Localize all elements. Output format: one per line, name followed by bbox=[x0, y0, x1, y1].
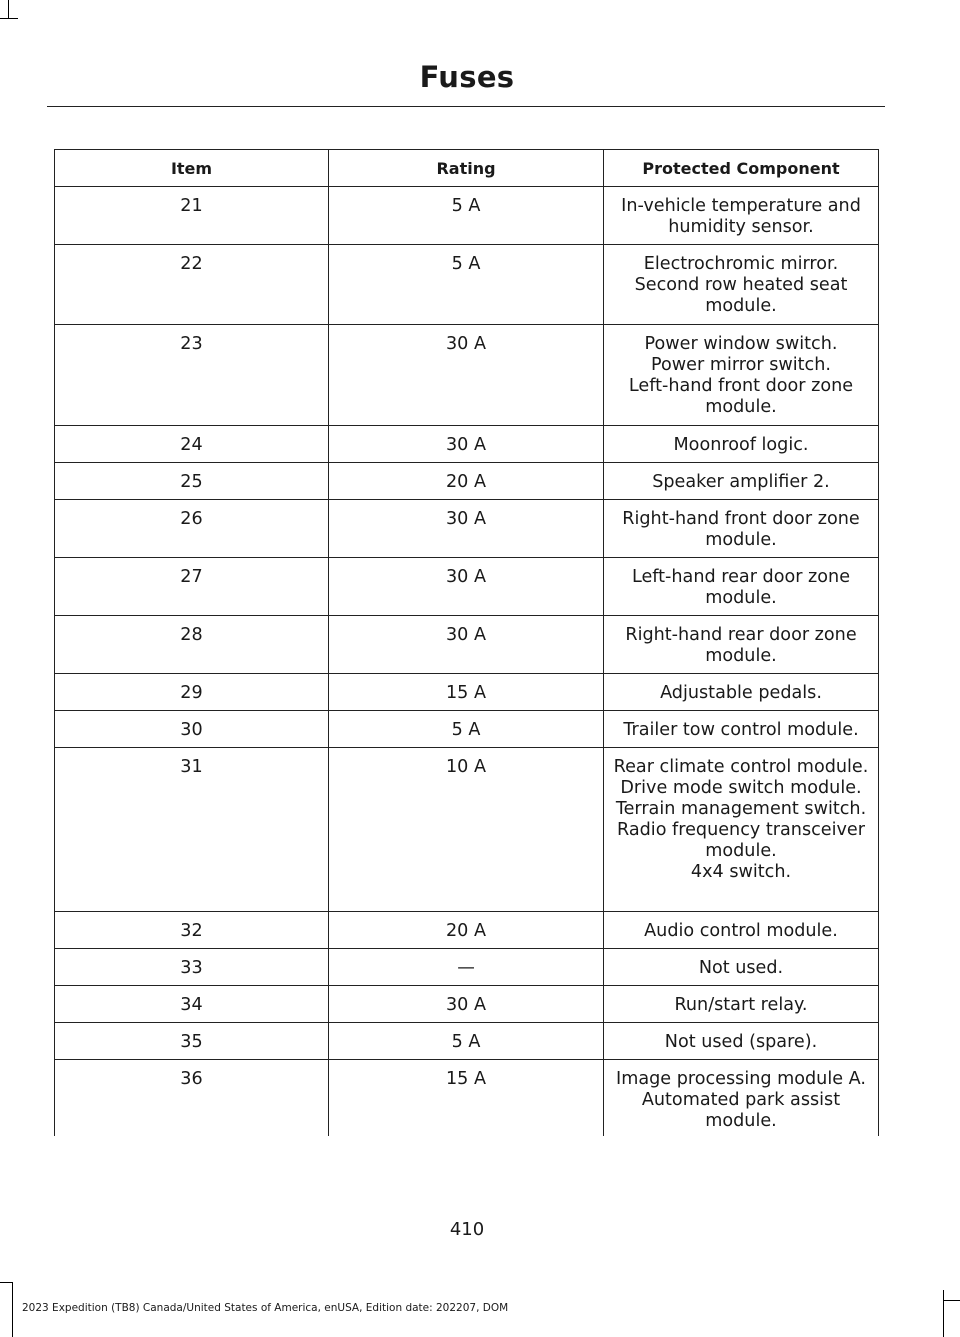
protected-component: Power mirror switch. bbox=[651, 355, 831, 375]
fuse-item-number: 24 bbox=[55, 426, 329, 463]
fuse-rating: 5 A bbox=[329, 245, 604, 325]
protected-component: Power window switch. bbox=[644, 334, 838, 354]
column-header-rating: Rating bbox=[329, 150, 604, 187]
protected-component: Right-hand rear door zone module. bbox=[625, 625, 857, 666]
protected-component-cell bbox=[604, 1060, 879, 1136]
crop-mark bbox=[0, 18, 18, 19]
protected-component-cell bbox=[604, 912, 879, 949]
fuse-item-number: 28 bbox=[55, 616, 329, 674]
protected-component: Automated park assist module. bbox=[641, 1090, 841, 1131]
protected-component: Speaker amplifier 2. bbox=[652, 472, 830, 492]
fuse-rating: 30 A bbox=[329, 500, 604, 558]
protected-component: Drive mode switch module. bbox=[620, 778, 862, 798]
fuse-item-number: 36 bbox=[55, 1060, 329, 1136]
protected-component: In-vehicle temperature and humidity sensor. bbox=[621, 196, 861, 237]
protected-component-cell bbox=[604, 463, 879, 500]
fuse-rating: 5 A bbox=[329, 711, 604, 748]
table-row bbox=[55, 949, 879, 986]
protected-component-cell bbox=[604, 1023, 879, 1060]
protected-component: Radio frequency transceiver module. bbox=[617, 820, 865, 861]
crop-mark bbox=[8, 0, 9, 18]
table-row bbox=[55, 463, 879, 500]
fuse-rating: 20 A bbox=[329, 463, 604, 500]
protected-component: Trailer tow control module. bbox=[623, 720, 859, 740]
protected-component-cell bbox=[604, 711, 879, 748]
fuse-item-number: 34 bbox=[55, 986, 329, 1023]
edition-footer: 2023 Expedition (TB8) Canada/United States of America, enUSA, Edition date: 202207, DOM bbox=[22, 1302, 509, 1314]
crop-mark bbox=[943, 1290, 944, 1337]
protected-component: Moonroof logic. bbox=[673, 435, 809, 455]
protected-component: Electrochromic mirror. bbox=[643, 254, 839, 274]
page-title: Fuses bbox=[419, 60, 515, 94]
protected-component: Rear climate control module. bbox=[613, 757, 869, 777]
protected-component-cell bbox=[604, 558, 879, 616]
protected-component: Terrain management switch. bbox=[615, 799, 867, 819]
fuse-item-number: 32 bbox=[55, 912, 329, 949]
table-row bbox=[55, 912, 879, 949]
crop-mark bbox=[0, 1282, 12, 1283]
fuse-item-number: 21 bbox=[55, 187, 329, 245]
fuse-rating: 5 A bbox=[329, 1023, 604, 1060]
table-row bbox=[55, 1023, 879, 1060]
table-row bbox=[55, 558, 879, 616]
fuse-item-number: 25 bbox=[55, 463, 329, 500]
protected-component-cell bbox=[604, 674, 879, 711]
protected-component-cell bbox=[604, 325, 879, 426]
crop-mark bbox=[943, 1300, 960, 1301]
fuse-rating: 30 A bbox=[329, 325, 604, 426]
table-row bbox=[55, 674, 879, 711]
fuse-item-number: 29 bbox=[55, 674, 329, 711]
table-row bbox=[55, 187, 879, 245]
fuse-item-number: 27 bbox=[55, 558, 329, 616]
fuse-item-number: 33 bbox=[55, 949, 329, 986]
fuse-rating: 15 A bbox=[329, 674, 604, 711]
fuse-item-number: 35 bbox=[55, 1023, 329, 1060]
protected-component-cell bbox=[604, 187, 879, 245]
column-header-item: Item bbox=[55, 150, 329, 187]
protected-component-cell bbox=[604, 500, 879, 558]
page-number: 410 bbox=[449, 1219, 485, 1240]
table-row bbox=[55, 325, 879, 426]
protected-component: Adjustable pedals. bbox=[660, 683, 822, 703]
protected-component-cell bbox=[604, 748, 879, 912]
table-row bbox=[55, 711, 879, 748]
crop-mark bbox=[12, 1282, 13, 1337]
protected-component: Run/start relay. bbox=[674, 995, 808, 1015]
protected-component-cell bbox=[604, 986, 879, 1023]
title-divider bbox=[47, 106, 885, 107]
fuse-item-number: 22 bbox=[55, 245, 329, 325]
protected-component-cell bbox=[604, 426, 879, 463]
protected-component: 4x4 switch. bbox=[690, 862, 792, 882]
protected-component: Left-hand rear door zone module. bbox=[631, 567, 851, 608]
column-header-protected-component: Protected Component bbox=[604, 150, 879, 187]
protected-component: Image processing module A. bbox=[616, 1069, 866, 1089]
table-row bbox=[55, 426, 879, 463]
protected-component: Second row heated seat module. bbox=[634, 275, 848, 316]
protected-component-cell bbox=[604, 245, 879, 325]
table-row bbox=[55, 616, 879, 674]
fuse-rating: 30 A bbox=[329, 986, 604, 1023]
fuse-rating: 30 A bbox=[329, 426, 604, 463]
table-row bbox=[55, 500, 879, 558]
protected-component: Not used (spare). bbox=[664, 1032, 818, 1052]
protected-component: Right-hand front door zone module. bbox=[622, 509, 860, 550]
table-header-row bbox=[55, 150, 879, 187]
fuse-rating: 20 A bbox=[329, 912, 604, 949]
fuse-item-number: 30 bbox=[55, 711, 329, 748]
table-row bbox=[55, 245, 879, 325]
protected-component: Not used. bbox=[698, 958, 784, 978]
protected-component: Left-hand front door zone module. bbox=[628, 376, 854, 417]
protected-component: Audio control module. bbox=[644, 921, 838, 941]
table-row bbox=[55, 1060, 879, 1136]
fuse-rating: 30 A bbox=[329, 616, 604, 674]
fuse-rating: 30 A bbox=[329, 558, 604, 616]
fuse-table-container bbox=[54, 149, 879, 1136]
fuse-item-number: 23 bbox=[55, 325, 329, 426]
table-body bbox=[55, 187, 879, 1136]
table-row bbox=[55, 986, 879, 1023]
fuse-rating: — bbox=[329, 949, 604, 986]
fuse-rating: 10 A bbox=[329, 748, 604, 912]
fuse-table bbox=[54, 149, 879, 1136]
fuse-rating: 15 A bbox=[329, 1060, 604, 1136]
table-row bbox=[55, 748, 879, 912]
fuse-item-number: 26 bbox=[55, 500, 329, 558]
fuse-item-number: 31 bbox=[55, 748, 329, 912]
fuse-rating: 5 A bbox=[329, 187, 604, 245]
protected-component-cell bbox=[604, 616, 879, 674]
protected-component-cell bbox=[604, 949, 879, 986]
